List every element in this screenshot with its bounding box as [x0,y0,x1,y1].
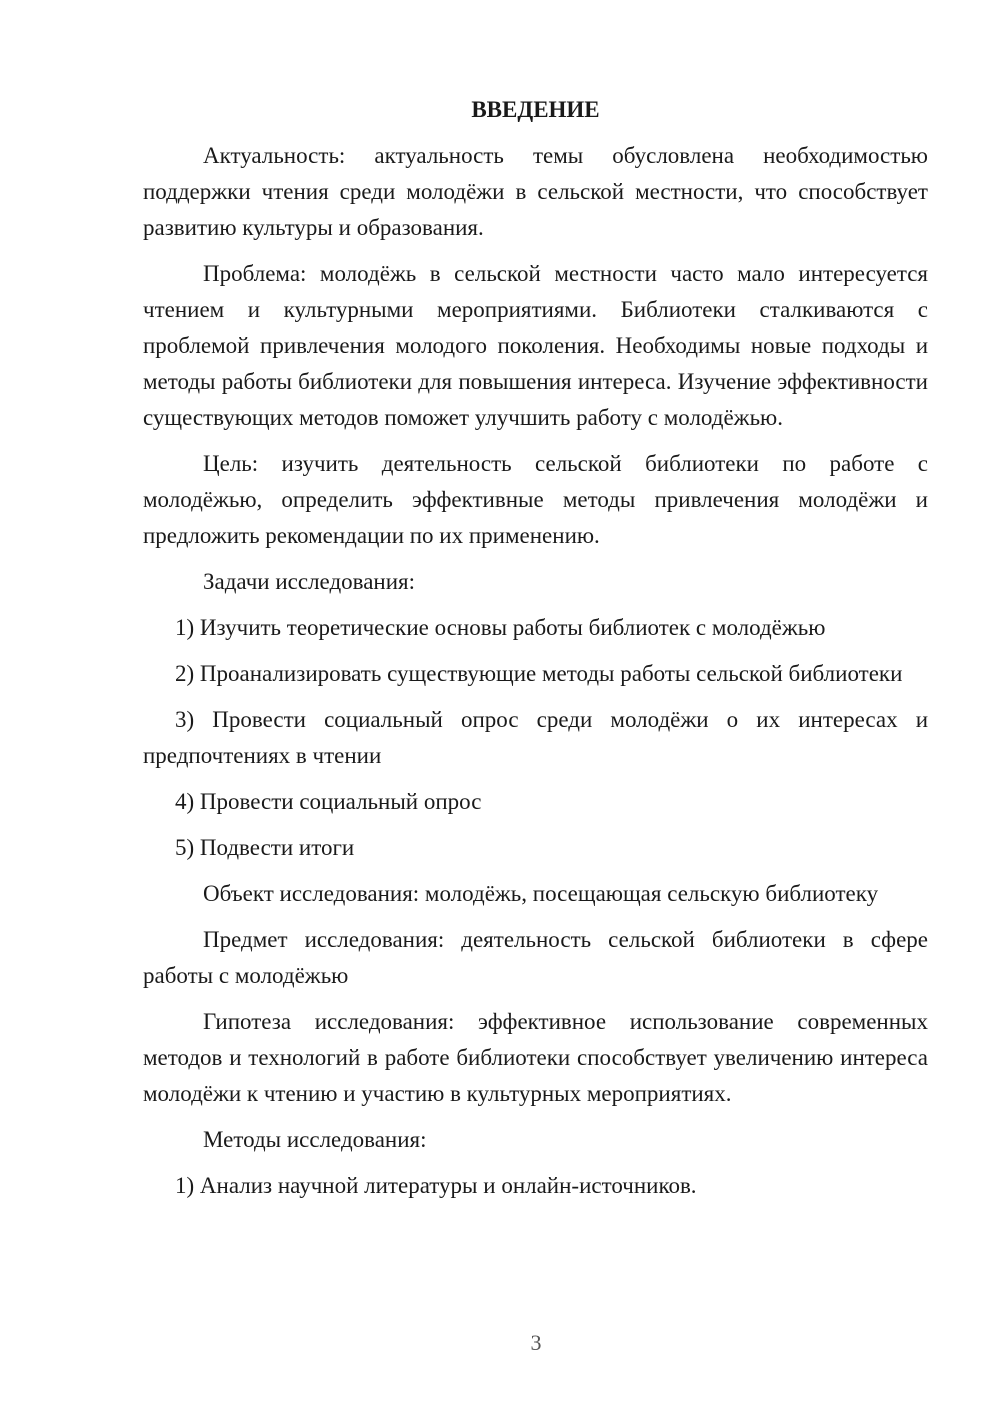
subject-paragraph: Предмет исследования: деятельность сельской библиотеки в сфере работы с молодёжью [143,927,928,988]
task-item: 5) Подвести итоги [175,835,355,860]
task-item: 3) Провести социальный опрос среди молодёжи о их интересах и предпочтениях в чтении [143,707,928,768]
method-item: 1) Анализ научной литературы и онлайн-источников. [175,1173,697,1198]
document-body [143,92,928,1214]
task-item: 1) Изучить теоретические основы работы библиотек с молодёжью [175,615,826,640]
task-item: 4) Провести социальный опрос [175,789,482,814]
object-paragraph: Объект исследования: молодёжь, посещающая сельскую библиотеку [203,881,879,906]
problem-paragraph: Проблема: молодёжь в сельской местности часто мало интересуется чтением и культурными мероприятиями. Библиотеки сталкиваются с проблемой привлечения молодого поколения. Необходимы новые подходы и методы работы библиотеки для повышения интереса. Изучение эффективности существующих методов поможет улучшить работу с молодёжью. [143,261,928,430]
page-number: 3 [530,1330,542,1355]
tasks-heading: Задачи исследования: [203,569,416,594]
methods-heading: Методы исследования: [203,1127,427,1152]
goal-paragraph: Цель: изучить деятельность сельской библиотеки по работе с молодёжью, определить эффективные методы привлечения молодёжи и предложить рекомендации по их применению. [143,451,928,548]
hypothesis-paragraph: Гипотеза исследования: эффективное использование современных методов и технологий в работе библиотеки способствует увеличению интереса молодёжи к чтению и участию в культурных мероприятиях. [143,1009,928,1106]
task-item: 2) Проанализировать существующие методы работы сельской библиотеки [175,661,903,686]
relevance-paragraph: Актуальность: актуальность темы обусловлена необходимостью поддержки чтения среди молодёжи в сельской местности, что способствует развитию культуры и образования. [143,143,928,240]
page-title: ВВЕДЕНИЕ [471,97,600,122]
